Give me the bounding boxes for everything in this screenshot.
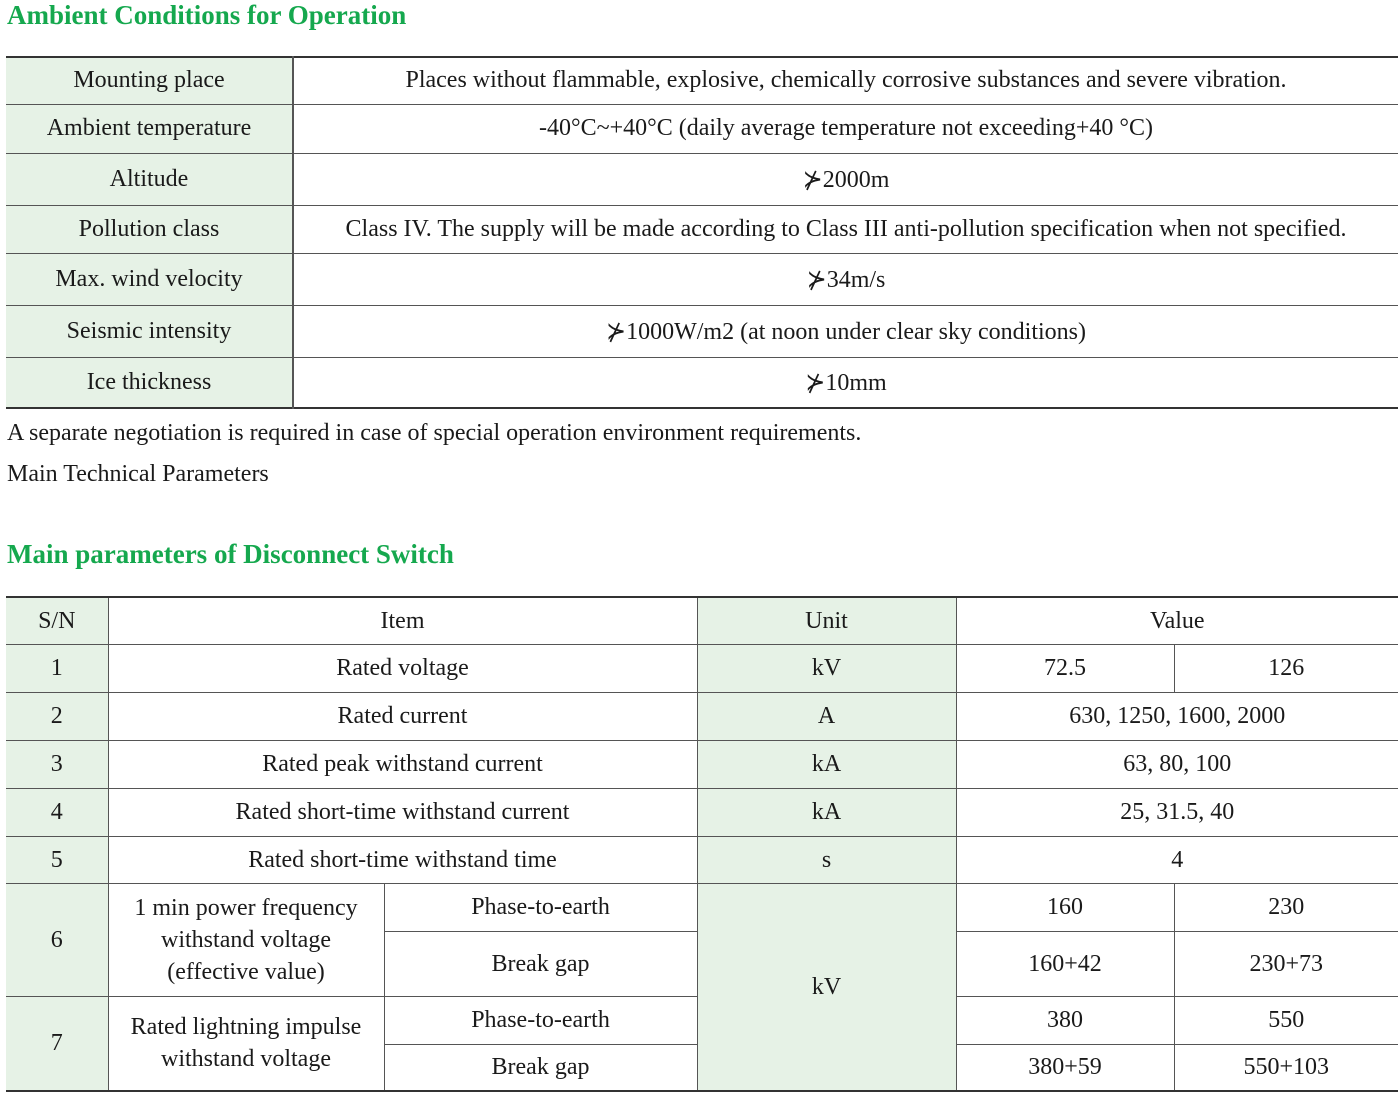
row-label: Mounting place	[6, 57, 293, 104]
row-sn: 7	[6, 996, 108, 1091]
row-value-2: 230+73	[1174, 931, 1398, 996]
header-value: Value	[956, 597, 1398, 644]
row-value-1: 72.5	[956, 644, 1174, 692]
row-value: ⊁34m/s	[293, 253, 1398, 305]
row-item: Rated voltage	[108, 644, 697, 692]
row-sn: 5	[6, 836, 108, 883]
header-sn: S/N	[6, 597, 108, 644]
table-row	[6, 305, 1398, 357]
row-label: Ice thickness	[6, 357, 293, 408]
disconnect-switch-parameters-table	[6, 596, 1398, 1092]
special-environment-note: A separate negotiation is required in case of special operation environment requirements.	[7, 420, 862, 446]
row-value-2: 550	[1174, 996, 1398, 1044]
row-value-2: 230	[1174, 883, 1398, 931]
row-item: Rated short-time withstand time	[108, 836, 697, 883]
row-label: Seismic intensity	[6, 305, 293, 357]
row-value: -40°C~+40°C (daily average temperature not exceeding+40 °C)	[293, 104, 1398, 153]
row-sn: 1	[6, 644, 108, 692]
row-value-1: 380	[956, 996, 1174, 1044]
row-value: 63, 80, 100	[956, 740, 1398, 788]
row-unit: s	[697, 836, 956, 883]
row-sn: 2	[6, 692, 108, 740]
row-subitem: Phase-to-earth	[384, 883, 697, 931]
row-unit: A	[697, 692, 956, 740]
row-item: 1 min power frequency withstand voltage (effective value)	[108, 883, 384, 996]
table-row	[6, 740, 1398, 788]
row-subitem: Break gap	[384, 1044, 697, 1091]
row-label: Pollution class	[6, 205, 293, 253]
section-title-disconnect-switch: Main parameters of Disconnect Switch	[7, 539, 454, 569]
table-row	[6, 883, 1398, 931]
row-label: Ambient temperature	[6, 104, 293, 153]
row-value: ⊁10mm	[293, 357, 1398, 408]
table-row	[6, 836, 1398, 883]
row-value: Class IV. The supply will be made according to Class III anti-pollution specification when not specified.	[293, 205, 1398, 253]
row-unit: kA	[697, 788, 956, 836]
row-value: 4	[956, 836, 1398, 883]
table-row	[6, 104, 1398, 153]
row-value-2: 550+103	[1174, 1044, 1398, 1091]
table-row	[6, 153, 1398, 205]
row-item: Rated short-time withstand current	[108, 788, 697, 836]
table-row	[6, 692, 1398, 740]
ambient-conditions-table	[6, 56, 1398, 409]
table-row	[6, 788, 1398, 836]
row-label: Altitude	[6, 153, 293, 205]
table-row	[6, 57, 1398, 104]
row-value-1: 380+59	[956, 1044, 1174, 1091]
table-row	[6, 205, 1398, 253]
section-title-ambient: Ambient Conditions for Operation	[7, 0, 407, 30]
table-row	[6, 644, 1398, 692]
row-value: ⊁2000m	[293, 153, 1398, 205]
row-item: Rated current	[108, 692, 697, 740]
row-label: Max. wind velocity	[6, 253, 293, 305]
row-unit: kA	[697, 740, 956, 788]
row-sn: 6	[6, 883, 108, 996]
row-value-1: 160+42	[956, 931, 1174, 996]
row-subitem: Break gap	[384, 931, 697, 996]
row-unit: kV	[697, 644, 956, 692]
row-value-1: 160	[956, 883, 1174, 931]
table-row	[6, 357, 1398, 408]
header-item: Item	[108, 597, 697, 644]
table-row	[6, 253, 1398, 305]
row-value: 25, 31.5, 40	[956, 788, 1398, 836]
row-value: 630, 1250, 1600, 2000	[956, 692, 1398, 740]
row-unit: kV	[697, 883, 956, 1091]
header-unit: Unit	[697, 597, 956, 644]
row-sn: 4	[6, 788, 108, 836]
row-subitem: Phase-to-earth	[384, 996, 697, 1044]
table-header-row	[6, 597, 1398, 644]
row-item: Rated peak withstand current	[108, 740, 697, 788]
row-value-2: 126	[1174, 644, 1398, 692]
row-item: Rated lightning impulse withstand voltage	[108, 996, 384, 1091]
row-value: ⊁1000W/m2 (at noon under clear sky conditions)	[293, 305, 1398, 357]
row-value: Places without flammable, explosive, chemically corrosive substances and severe vibration.	[293, 57, 1398, 104]
main-technical-parameters-label: Main Technical Parameters	[7, 461, 269, 487]
row-sn: 3	[6, 740, 108, 788]
